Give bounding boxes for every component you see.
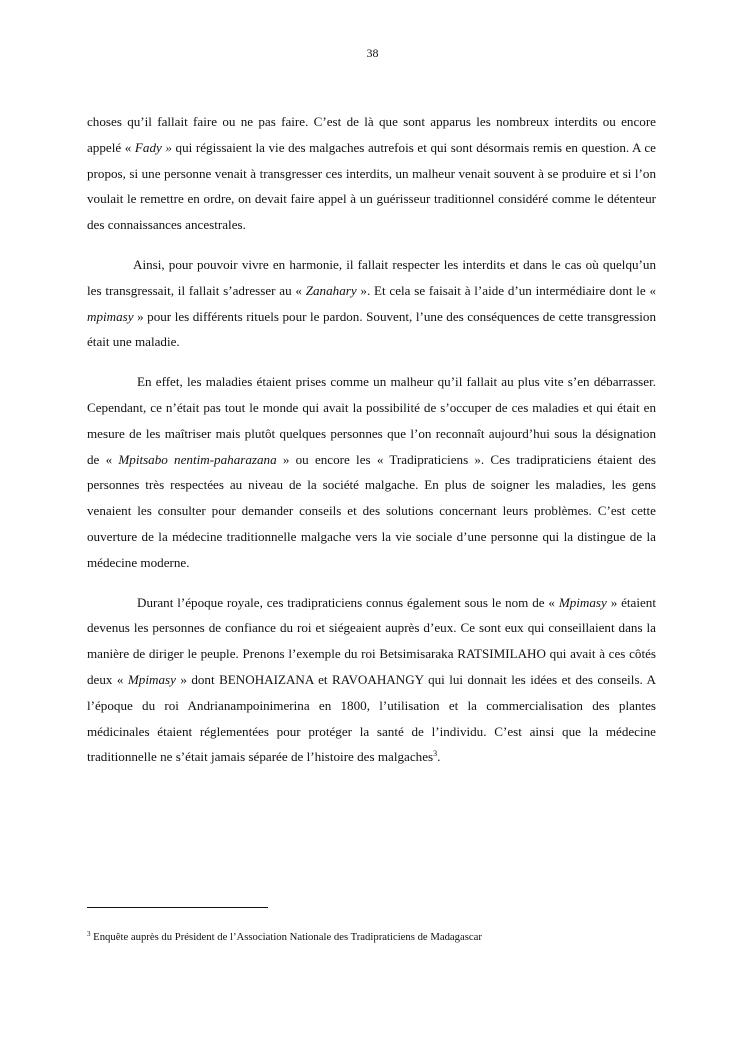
paragraph-3-text-b: » ou encore les « Tradipraticiens ». Ces tradipraticiens étaient des personnes très respectées au niveau de la société malgache. En plus de soigner les maladies, les gens venaient les consulter pour demander conseils et des solutions concernant leurs problèmes. C’est cette ouverture de la médecine traditionnelle malgache vers la vie sociale d’une personne qui la distingue de la médecine moderne. xyxy=(87,451,656,570)
footnote-divider xyxy=(87,907,268,908)
footnote-reference[interactable]: 3 xyxy=(433,749,438,759)
paragraph-4-text-c: » dont BENOHAIZANA et RAVOAHANGY qui lui donnait les idées et des conseils. A l’époque du roi Andrianampoinimerina en 1800, l’utilisation et la commercialisation des plantes médicinales étaient réglementées pour protéger la santé de l’individu. C’est ainsi que la médecine traditionnelle ne s’était jamais séparée de l’histoire des malgaches xyxy=(87,671,656,765)
footnote-number: 3 xyxy=(87,930,91,938)
page-number: 38 xyxy=(366,46,379,60)
paragraph-4-text-a: Durant l’époque royale, ces tradipraticiens connus également sous le nom de « xyxy=(137,594,559,610)
paragraph-1-text-a: choses qu’il fallait faire ou ne pas faire. C’est de là que sont apparus les nombreux interdits ou encore appelé « xyxy=(87,114,656,155)
body-text xyxy=(87,109,656,784)
term-mpimasy: mpimasy xyxy=(87,308,134,324)
paragraph-1 xyxy=(87,109,656,238)
paragraph-2 xyxy=(87,252,656,355)
term-mpimasy-3: Mpimasy xyxy=(127,671,176,687)
paragraph-4 xyxy=(87,590,656,771)
paragraph-1-text-b: qui régissaient la vie des malgaches autrefois et qui sont désormais remis en question. A ce propos, si une personne venait à transgresser ces interdits, un malheur venait souvent à se produire et si l’on voulait le remettre en ordre, on devait faire appel à un guérisseur traditionnel considéré comme le détenteur des connaissances ancestrales. xyxy=(87,139,656,233)
term-mpimasy-2: Mpimasy xyxy=(558,594,607,610)
footnote-text: Enquête auprès du Président de l’Association Nationale des Tradipraticiens de Madagascar xyxy=(90,931,482,943)
paragraph-3 xyxy=(87,369,656,575)
term-mpitsabo: Mpitsabo nentim-paharazana xyxy=(118,451,277,467)
paragraph-2-text-a: Ainsi, pour pouvoir vivre en harmonie, il fallait respecter les interdits et dans le cas où quelqu’un les transgressait, il fallait s’adresser au « xyxy=(87,256,656,298)
paragraph-2-text-c: » pour les différents rituels pour le pardon. Souvent, l’une des conséquences de cette transgression était une maladie. xyxy=(87,308,656,350)
term-zanahary: Zanahary xyxy=(305,282,357,298)
footnote xyxy=(87,931,687,944)
paragraph-2-text-b: ». Et cela se faisait à l’aide d’un intermédiaire dont le « xyxy=(356,282,656,298)
paragraph-4-text-b: » étaient devenus les personnes de confiance du roi et siégeaient auprès d’eux. Ce sont eux qui conseillaient dans la manière de diriger le peuple. Prenons l’exemple du roi Betsimisaraka RATSIMILAHO qui avait à ces côtés deux « xyxy=(87,594,656,687)
paragraph-4-text-d: . xyxy=(437,749,441,765)
term-fady: Fady » xyxy=(134,139,172,155)
paragraph-3-text-a: En effet, les maladies étaient prises comme un malheur qu’il fallait au plus vite s’en débarrasser. Cependant, ce n’était pas tout le monde qui avait la possibilité de s’occuper de ces maladies et qui était en mesure de les maîtriser mais plutôt quelques personnes que l’on reconnaît aujourd’hui sous la désignation de « xyxy=(87,374,656,467)
